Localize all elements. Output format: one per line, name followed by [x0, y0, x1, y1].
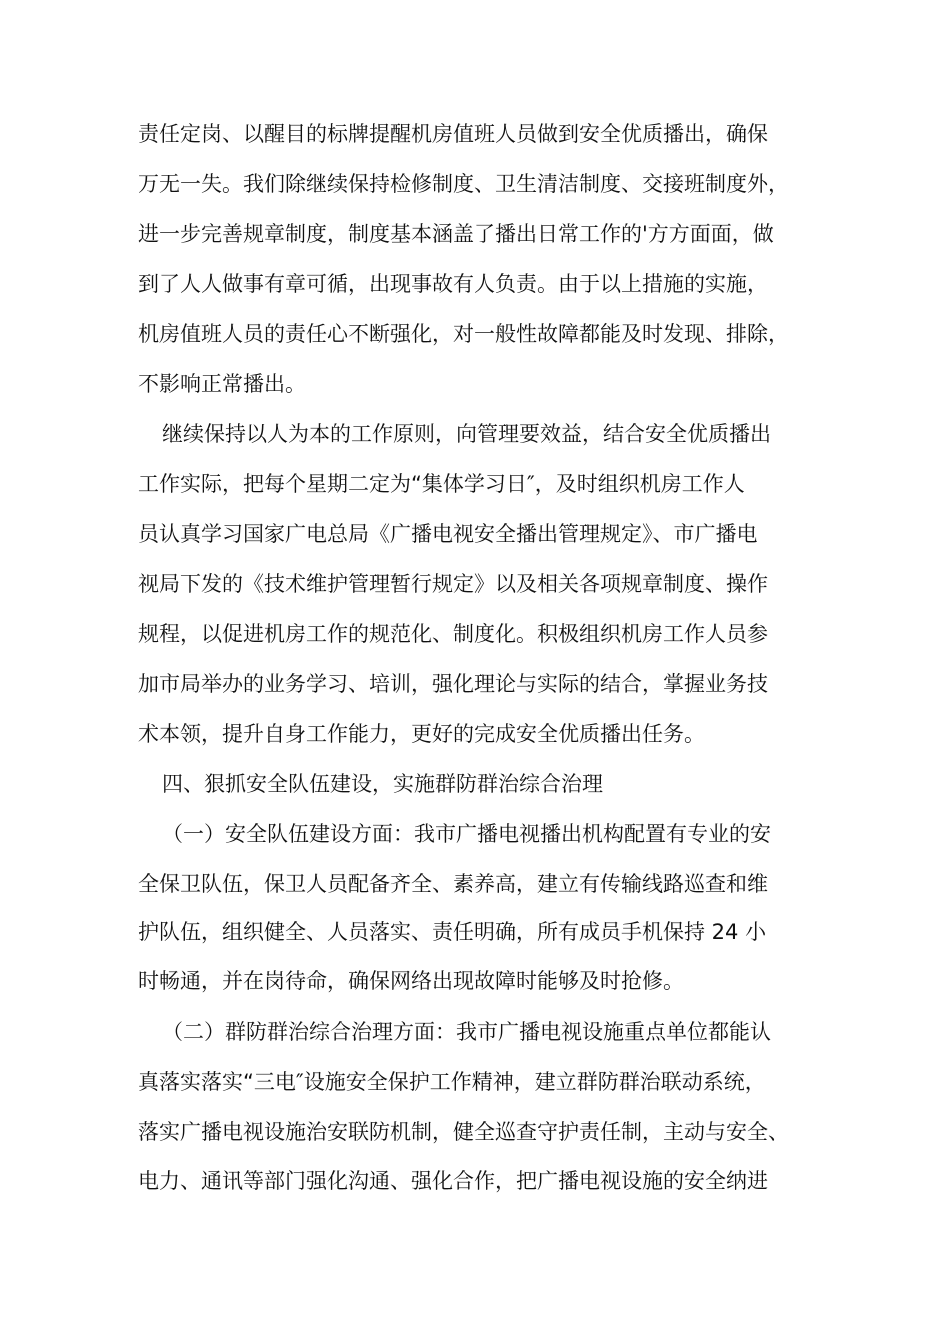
paragraph-1-line-3: 进一步完善规章制度，制度基本涵盖了播出日常工作的'方方面面，做	[138, 222, 774, 246]
paragraph-2-line-3: 员认真学习国家广电总局《广播电视安全播出管理规定》、市广播电	[138, 522, 758, 546]
paragraph-2-line-7: 术本领，提升自身工作能力，更好的完成安全优质播出任务。	[138, 722, 705, 746]
paragraph-5-line-1: （二）群防群治综合治理方面：我市广播电视设施重点单位都能认	[162, 1020, 771, 1044]
paragraph-2-line-2: 工作实际，把每个星期二定为“集体学习日″，及时组织机房工作人	[138, 472, 745, 496]
paragraph-2-line-5: 规程，以促进机房工作的规范化、制度化。积极组织机房工作人员参	[138, 622, 768, 646]
paragraph-2-line-1: 继续保持以人为本的工作原则，向管理要效益，结合安全优质播出	[162, 422, 771, 446]
paragraph-1-line-4: 到了人人做事有章可循，出现事故有人负责。由于以上措施的实施，	[138, 272, 768, 296]
paragraph-4-line-2: 全保卫队伍，保卫人员配备齐全、素养高，建立有传输线路巡查和维	[138, 872, 768, 896]
paragraph-1-line-1: 责任定岗、以醒目的标牌提醒机房值班人员做到安全优质播出，确保	[138, 122, 768, 146]
paragraph-5-line-2: 真落实落实“三电″设施安全保护工作精神，建立群防群治联动系统，	[138, 1070, 766, 1094]
paragraph-2-line-4: 视局下发的《技术维护管理暂行规定》以及相关各项规章制度、操作	[138, 572, 768, 596]
paragraph-4-line-4: 时畅通，并在岗待命，确保网络出现故障时能够及时抢修。	[138, 969, 684, 993]
paragraph-5-line-4: 电力、通讯等部门强化沟通、强化合作，把广播电视设施的安全纳进	[138, 1169, 768, 1193]
section-heading: 四、狠抓安全队伍建设，实施群防群治综合治理	[162, 772, 603, 796]
paragraph-4-line-3: 护队伍，组织健全、人员落实、责任明确，所有成员手机保持 24 小	[138, 920, 767, 944]
paragraph-2-line-6: 加市局举办的业务学习、培训，强化理论与实际的结合，掌握业务技	[138, 672, 768, 696]
paragraph-1-line-2: 万无一失。我们除继续保持检修制度、卫生清洁制度、交接班制度外，	[138, 172, 789, 196]
paragraph-1-line-6: 不影响正常播出。	[138, 372, 306, 396]
paragraph-5-line-3: 落实广播电视设施治安联防机制，健全巡查守护责任制，主动与安全、	[138, 1120, 789, 1144]
paragraph-4-line-1: （一）安全队伍建设方面：我市广播电视播出机构配置有专业的安	[162, 822, 771, 846]
paragraph-1-line-5: 机房值班人员的责任心不断强化，对一般性故障都能及时发现、排除，	[138, 322, 789, 346]
